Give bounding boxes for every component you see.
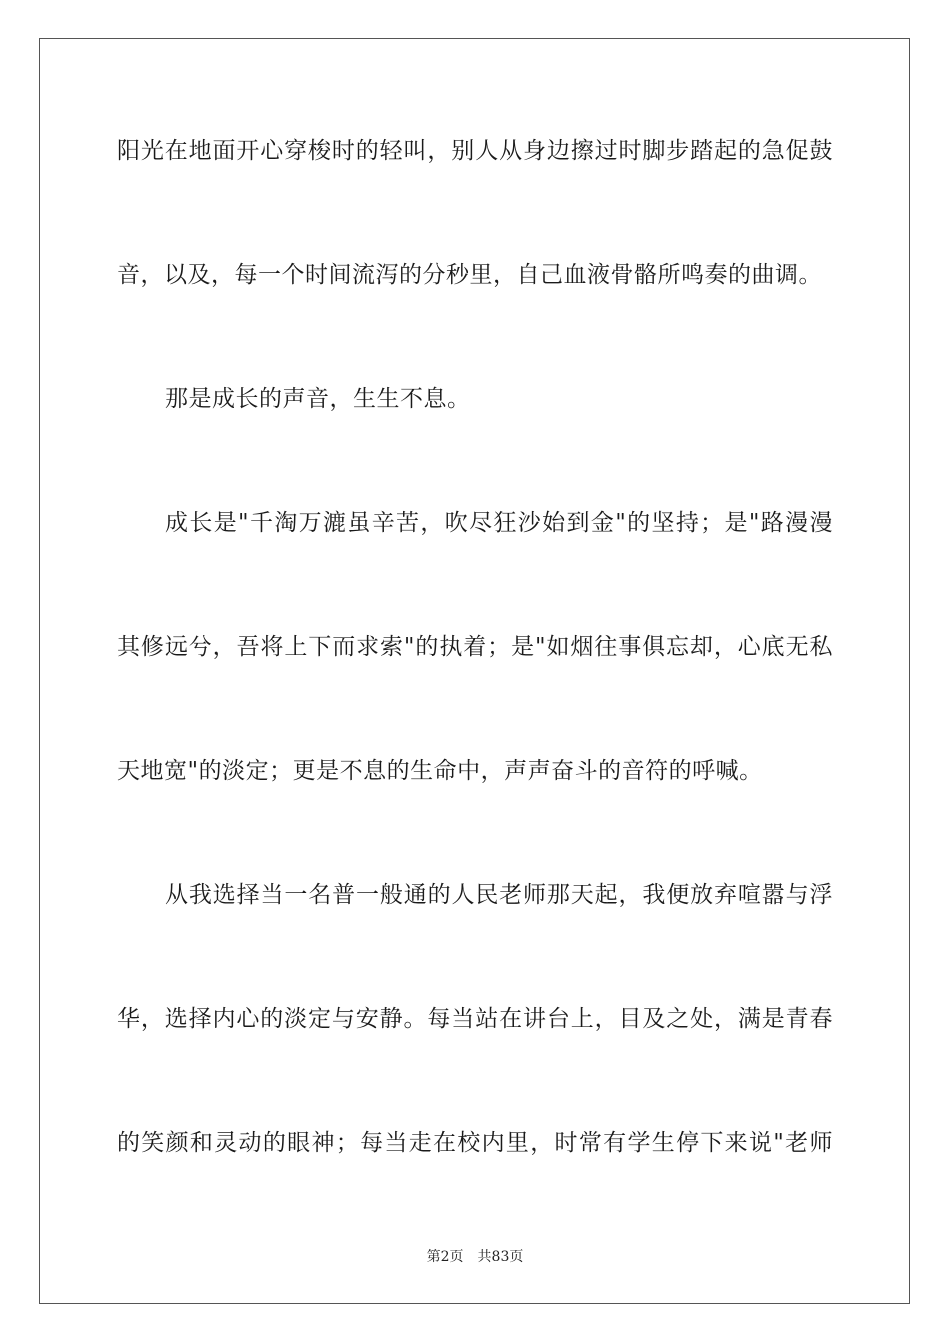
paragraph-line: 音，以及，每一个时间流泻的分秒里，自己血液骨骼所鸣奏的曲调。 (117, 262, 822, 288)
page-frame (39, 38, 910, 1304)
paragraph-line: 华，选择内心的淡定与安静。每当站在讲台上，目及之处，满是青春 (117, 1006, 833, 1032)
total-pages: 共83页 (477, 1249, 524, 1265)
paragraph-line: 从我选择当一名普一般通的人民老师那天起，我便放弃喧嚣与浮 (165, 882, 833, 908)
page-footer (0, 1248, 950, 1266)
paragraph-line: 阳光在地面开心穿梭时的轻叫，别人从身边擦过时脚步踏起的急促鼓 (117, 138, 833, 164)
paragraph-line: 其修远兮，吾将上下而求索"的执着；是"如烟往事俱忘却，心底无私 (117, 634, 833, 660)
page-number: 第2页 (426, 1249, 464, 1265)
paragraph-line: 那是成长的声音，生生不息。 (165, 386, 471, 412)
paragraph-line: 天地宽"的淡定；更是不息的生命中，声声奋斗的音符的呼喊。 (117, 758, 763, 784)
paragraph-line: 的笑颜和灵动的眼神；每当走在校内里，时常有学生停下来说"老师 (117, 1130, 833, 1156)
paragraph-line: 成长是"千淘万漉虽辛苦，吹尽狂沙始到金"的坚持；是"路漫漫 (165, 510, 833, 536)
